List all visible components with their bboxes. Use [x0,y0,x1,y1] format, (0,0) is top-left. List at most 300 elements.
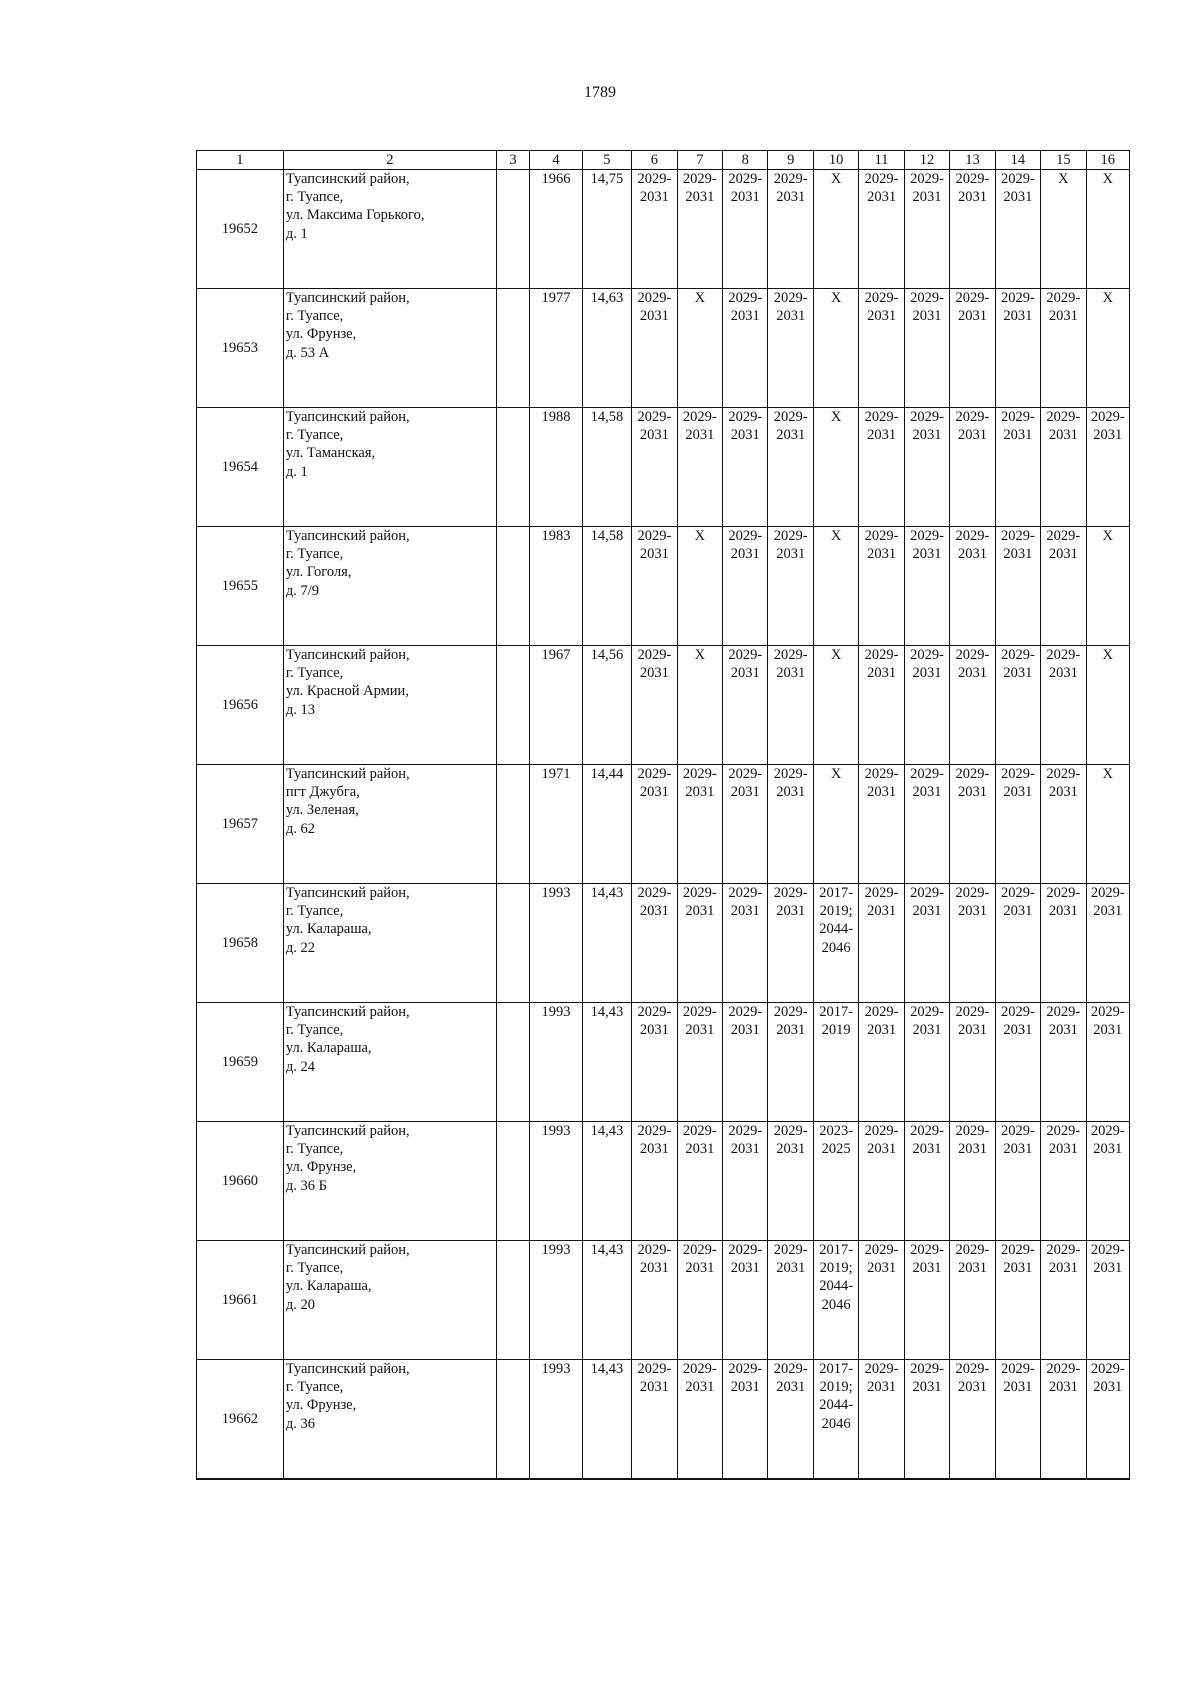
cell-col-5 [582,289,631,408]
cell-col-5 [582,170,631,289]
cell-col-6 [632,765,677,884]
cell-value: 14,43 [590,1004,624,1021]
cell-col-5 [582,1360,631,1480]
cell-col-8 [723,1003,768,1122]
cell-value: Х [1058,171,1069,188]
cell-col-13 [950,1241,995,1360]
cell-col-8 [723,884,768,1003]
cell-value: 2029- 2031 [773,171,808,206]
cell-value: 2029- 2031 [1046,885,1081,920]
cell-value: 2029- 2031 [773,1004,808,1039]
cell-col-15 [1041,1122,1086,1241]
cell-col-7 [677,1122,722,1241]
cell-col-7 [677,1003,722,1122]
cell-col-4 [530,646,583,765]
cell-value: 2029- 2031 [1000,766,1035,801]
address-line: Туапсинский район, [285,1242,410,1259]
cell-col-3 [496,1122,529,1241]
cell-value: 1983 [541,528,571,545]
cell-value: 2029- 2031 [910,528,944,563]
column-header: 3 [496,151,529,170]
cell-col-14 [995,408,1040,527]
cell-col-13 [950,765,995,884]
cell-col-11 [859,408,904,527]
cell-col-9 [768,1360,813,1480]
cell-col-5 [582,1003,631,1122]
cell-col-3 [496,884,529,1003]
cell-value: 2029- 2031 [728,171,763,206]
cell-col-7 [677,527,722,646]
cell-value: 2029- 2031 [955,766,990,801]
cell-value: 2029- 2031 [682,409,717,444]
cell-col-6 [632,527,677,646]
cell-col-12 [904,289,949,408]
cell-value: 2029- 2031 [637,885,672,920]
cell-value: 2029- 2031 [910,766,944,801]
cell-col-4 [530,170,583,289]
cell-col-15 [1041,289,1086,408]
address-line: Туапсинский район, [285,528,410,545]
cell-col-5 [582,646,631,765]
cell-value: 14,63 [590,290,624,307]
row-id: 19653 [197,289,284,408]
cell-col-16 [1086,408,1129,527]
cell-value: 2029- 2031 [864,1123,899,1158]
cell-col-11 [859,1241,904,1360]
cell-value: 2029- 2031 [910,1004,944,1039]
cell-col-16 [1086,289,1129,408]
cell-col-13 [950,170,995,289]
row-id: 19657 [197,765,284,884]
cell-col-9 [768,170,813,289]
cell-col-7 [677,1360,722,1480]
cell-value: 2029- 2031 [955,1004,990,1039]
cell-value: 2029- 2031 [955,171,990,206]
cell-col-16 [1086,884,1129,1003]
cell-value: 2029- 2031 [1046,409,1081,444]
address-line: г. Туапсе, [285,546,344,563]
address-line: г. Туапсе, [285,427,344,444]
cell-value: 2029- 2031 [1000,409,1035,444]
cell-col-16 [1086,1241,1129,1360]
cell-col-11 [859,1122,904,1241]
cell-col-13 [950,1360,995,1480]
cell-col-9 [768,527,813,646]
cell-value: 14,44 [590,766,624,783]
column-header: 1 [197,151,284,170]
cell-col-4 [530,1241,583,1360]
cell-value: 2029- 2031 [1000,528,1035,563]
cell-col-9 [768,1241,813,1360]
cell-col-8 [723,527,768,646]
cell-col-15 [1041,646,1086,765]
cell-value: Х [1102,766,1113,783]
address-line: ул. Калараша, [285,921,372,938]
cell-value: 2029- 2031 [1090,1361,1125,1396]
cell-col-6 [632,884,677,1003]
column-header: 12 [904,151,949,170]
address-line: Туапсинский район, [285,290,410,307]
cell-col-8 [723,408,768,527]
cell-value: 2029- 2031 [682,1004,717,1039]
cell-col-14 [995,1241,1040,1360]
row-id: 19661 [197,1241,284,1360]
row-id: 19652 [197,170,284,289]
address-line: Туапсинский район, [285,171,410,188]
address-cell [283,527,496,646]
address-cell [283,1122,496,1241]
cell-value: 2029- 2031 [864,766,899,801]
cell-value: 2029- 2031 [910,409,944,444]
cell-value: 2029- 2031 [910,171,944,206]
address-line: ул. Калараша, [285,1278,372,1295]
cell-col-9 [768,1003,813,1122]
table-row [197,765,1130,884]
address-line: г. Туапсе, [285,1141,344,1158]
address-cell [283,408,496,527]
cell-value: 2029- 2031 [682,171,717,206]
cell-value: 2029- 2031 [773,885,808,920]
cell-value: 2017- 2019; 2044- 2046 [819,1361,854,1432]
cell-value: 2029- 2031 [864,290,899,325]
cell-value: 2029- 2031 [1000,1004,1035,1039]
cell-col-4 [530,765,583,884]
address-line: ул. Гоголя, [285,564,352,581]
cell-value: 2029- 2031 [728,409,763,444]
cell-value: Х [694,647,706,664]
cell-col-6 [632,408,677,527]
cell-value: 2029- 2031 [773,409,808,444]
cell-value: 14,43 [590,1123,624,1140]
address-line: ул. Зеленая, [285,802,359,819]
cell-col-6 [632,289,677,408]
cell-value: 2029- 2031 [682,766,717,801]
cell-value: 2029- 2031 [864,528,899,563]
cell-col-4 [530,1360,583,1480]
address-cell [283,1003,496,1122]
cell-value: 1967 [541,647,571,664]
address-line: г. Туапсе, [285,903,344,920]
cell-value: 1993 [541,885,571,902]
cell-col-12 [904,1360,949,1480]
cell-value: Х [694,290,706,307]
cell-value: 2017- 2019; 2044- 2046 [819,1242,854,1313]
cell-value: 2029- 2031 [955,409,990,444]
cell-col-8 [723,646,768,765]
cell-value: 1993 [541,1361,571,1378]
cell-value: Х [830,766,842,783]
address-line: д. 20 [285,1296,315,1313]
cell-value: 2029- 2031 [728,766,763,801]
cell-value: 2029- 2031 [1090,1004,1125,1039]
cell-value: 2029- 2031 [637,409,672,444]
cell-col-4 [530,1003,583,1122]
cell-value: Х [830,290,842,307]
cell-value: 1993 [541,1123,571,1140]
cell-col-6 [632,1003,677,1122]
cell-col-11 [859,170,904,289]
address-cell [283,170,496,289]
address-line: ул. Красной Армии, [285,683,409,700]
cell-col-14 [995,1003,1040,1122]
cell-value: 2029- 2031 [910,885,944,920]
cell-col-11 [859,646,904,765]
table-row [197,170,1130,289]
address-line: Туапсинский район, [285,1123,410,1140]
address-line: г. Туапсе, [285,1379,344,1396]
cell-col-14 [995,765,1040,884]
cell-value: 2029- 2031 [773,647,808,682]
cell-col-8 [723,289,768,408]
table-row [197,1003,1130,1122]
table-row [197,884,1130,1003]
cell-col-3 [496,527,529,646]
cell-value: 2029- 2031 [910,1242,944,1277]
cell-value: 2029- 2031 [637,647,672,682]
cell-col-6 [632,1241,677,1360]
row-id: 19654 [197,408,284,527]
cell-value: 2029- 2031 [637,528,672,563]
cell-col-12 [904,646,949,765]
table-row [197,527,1130,646]
cell-col-12 [904,884,949,1003]
cell-value: 2029- 2031 [864,409,899,444]
column-header: 11 [859,151,904,170]
cell-value: 14,58 [590,528,624,545]
cell-value: 2029- 2031 [637,171,672,206]
column-header: 4 [530,151,583,170]
cell-value: 2029- 2031 [773,290,808,325]
address-cell [283,289,496,408]
cell-value: 2029- 2031 [955,647,990,682]
cell-value: 2029- 2031 [955,290,990,325]
cell-col-7 [677,289,722,408]
cell-value: Х [830,171,842,188]
cell-col-9 [768,884,813,1003]
column-header: 14 [995,151,1040,170]
cell-value: 2029- 2031 [1000,647,1035,682]
cell-value: 2029- 2031 [728,1361,763,1396]
cell-col-7 [677,646,722,765]
address-line: г. Туапсе, [285,189,344,206]
cell-col-8 [723,1122,768,1241]
cell-col-9 [768,289,813,408]
address-line: д. 36 Б [285,1177,327,1194]
cell-value: 2029- 2031 [1046,528,1081,563]
cell-value: 2029- 2031 [728,1123,763,1158]
cell-value: 2029- 2031 [637,766,672,801]
cell-col-7 [677,765,722,884]
cell-col-4 [530,1122,583,1241]
cell-col-14 [995,170,1040,289]
cell-col-10 [813,646,858,765]
cell-col-16 [1086,1360,1129,1480]
cell-value: 14,56 [590,647,624,664]
address-line: ул. Максима Горького, [285,207,425,224]
column-header: 16 [1086,151,1129,170]
cell-value: 2029- 2031 [728,290,763,325]
cell-col-10 [813,408,858,527]
cell-value: 2029- 2031 [910,1361,944,1396]
cell-col-8 [723,170,768,289]
cell-value: 2029- 2031 [1046,290,1081,325]
cell-col-10 [813,1360,858,1480]
cell-value: 2029- 2031 [773,1242,808,1277]
cell-col-11 [859,884,904,1003]
header-row [197,151,1130,170]
cell-col-16 [1086,170,1129,289]
cell-col-10 [813,1122,858,1241]
cell-col-15 [1041,765,1086,884]
cell-value: 2029- 2031 [1046,1123,1081,1158]
cell-col-7 [677,1241,722,1360]
cell-value: 14,43 [590,885,624,902]
cell-col-9 [768,646,813,765]
cell-col-16 [1086,646,1129,765]
cell-value: 1966 [541,171,571,188]
cell-value: 2029- 2031 [728,647,763,682]
cell-col-15 [1041,170,1086,289]
cell-col-12 [904,765,949,884]
cell-value: 2029- 2031 [682,1123,717,1158]
cell-value: 14,43 [590,1242,624,1259]
address-line: ул. Калараша, [285,1040,372,1057]
cell-col-5 [582,408,631,527]
cell-value: 2029- 2031 [955,1242,990,1277]
cell-col-15 [1041,1241,1086,1360]
page-number: 1789 [584,84,616,101]
registry-table [196,150,1130,1480]
cell-col-13 [950,1003,995,1122]
address-line: г. Туапсе, [285,1260,344,1277]
cell-value: 2029- 2031 [1046,766,1081,801]
cell-col-7 [677,408,722,527]
cell-value: 2029- 2031 [864,1004,899,1039]
address-line: ул. Фрунзе, [285,1397,357,1414]
column-header: 9 [768,151,813,170]
cell-value: 2029- 2031 [728,885,763,920]
cell-col-5 [582,527,631,646]
cell-value: 2029- 2031 [773,528,808,563]
cell-value: 2029- 2031 [955,885,990,920]
cell-col-13 [950,289,995,408]
column-header: 5 [582,151,631,170]
address-line: д. 62 [285,820,315,837]
address-line: г. Туапсе, [285,1022,344,1039]
cell-value: Х [830,528,842,545]
cell-col-11 [859,1003,904,1122]
row-id: 19660 [197,1122,284,1241]
address-line: ул. Таманская, [285,445,376,462]
cell-col-5 [582,765,631,884]
cell-value: Х [830,409,842,426]
cell-value: 1993 [541,1242,571,1259]
cell-col-14 [995,1360,1040,1480]
address-line: д. 7/9 [285,582,319,599]
address-line: Туапсинский район, [285,1004,410,1021]
table-row [197,1360,1130,1480]
cell-col-15 [1041,1003,1086,1122]
cell-value: 2029- 2031 [773,1123,808,1158]
address-line: г. Туапсе, [285,308,344,325]
column-header: 13 [950,151,995,170]
cell-col-4 [530,408,583,527]
cell-value: 2029- 2031 [1000,1242,1035,1277]
cell-value: 2029- 2031 [637,1123,672,1158]
address-cell [283,1360,496,1480]
cell-col-15 [1041,1360,1086,1480]
cell-value: 2029- 2031 [955,1123,990,1158]
cell-value: 2029- 2031 [864,885,899,920]
cell-value: 2029- 2031 [773,1361,808,1396]
cell-col-9 [768,408,813,527]
cell-col-13 [950,1122,995,1241]
cell-col-16 [1086,765,1129,884]
cell-value: 2029- 2031 [1090,1123,1125,1158]
cell-col-4 [530,527,583,646]
cell-value: 2029- 2031 [1046,1004,1081,1039]
cell-col-3 [496,170,529,289]
cell-col-3 [496,1003,529,1122]
cell-value: 2029- 2031 [682,1361,717,1396]
cell-value: 2029- 2031 [910,290,944,325]
row-id: 19659 [197,1003,284,1122]
cell-col-3 [496,765,529,884]
address-line: д. 13 [285,701,315,718]
cell-col-15 [1041,884,1086,1003]
cell-value: 2017- 2019 [819,1004,854,1039]
cell-value: Х [1102,290,1113,307]
cell-col-7 [677,170,722,289]
cell-value: Х [830,647,842,664]
address-line: д. 53 А [285,344,330,361]
table-row [197,408,1130,527]
cell-value: 2029- 2031 [728,528,763,563]
cell-col-9 [768,765,813,884]
cell-col-13 [950,527,995,646]
address-line: Туапсинский район, [285,885,410,902]
cell-col-11 [859,765,904,884]
cell-col-9 [768,1122,813,1241]
address-line: д. 22 [285,939,315,956]
cell-col-3 [496,646,529,765]
address-line: г. Туапсе, [285,665,344,682]
cell-col-10 [813,1003,858,1122]
cell-col-13 [950,884,995,1003]
cell-value: 14,58 [590,409,624,426]
cell-col-11 [859,1360,904,1480]
cell-value: 1988 [541,409,571,426]
cell-col-6 [632,170,677,289]
address-cell [283,646,496,765]
table-row [197,1122,1130,1241]
address-line: Туапсинский район, [285,647,410,664]
cell-value: 2029- 2031 [910,1123,944,1158]
cell-col-14 [995,884,1040,1003]
address-cell [283,765,496,884]
address-cell [283,1241,496,1360]
cell-col-16 [1086,527,1129,646]
cell-value: Х [1102,171,1113,188]
row-id: 19662 [197,1360,284,1480]
address-cell [283,884,496,1003]
address-line: ул. Фрунзе, [285,326,357,343]
table-row [197,646,1130,765]
cell-value: 2029- 2031 [1046,1361,1081,1396]
cell-col-14 [995,527,1040,646]
row-id: 19656 [197,646,284,765]
address-line: д. 1 [285,225,308,242]
